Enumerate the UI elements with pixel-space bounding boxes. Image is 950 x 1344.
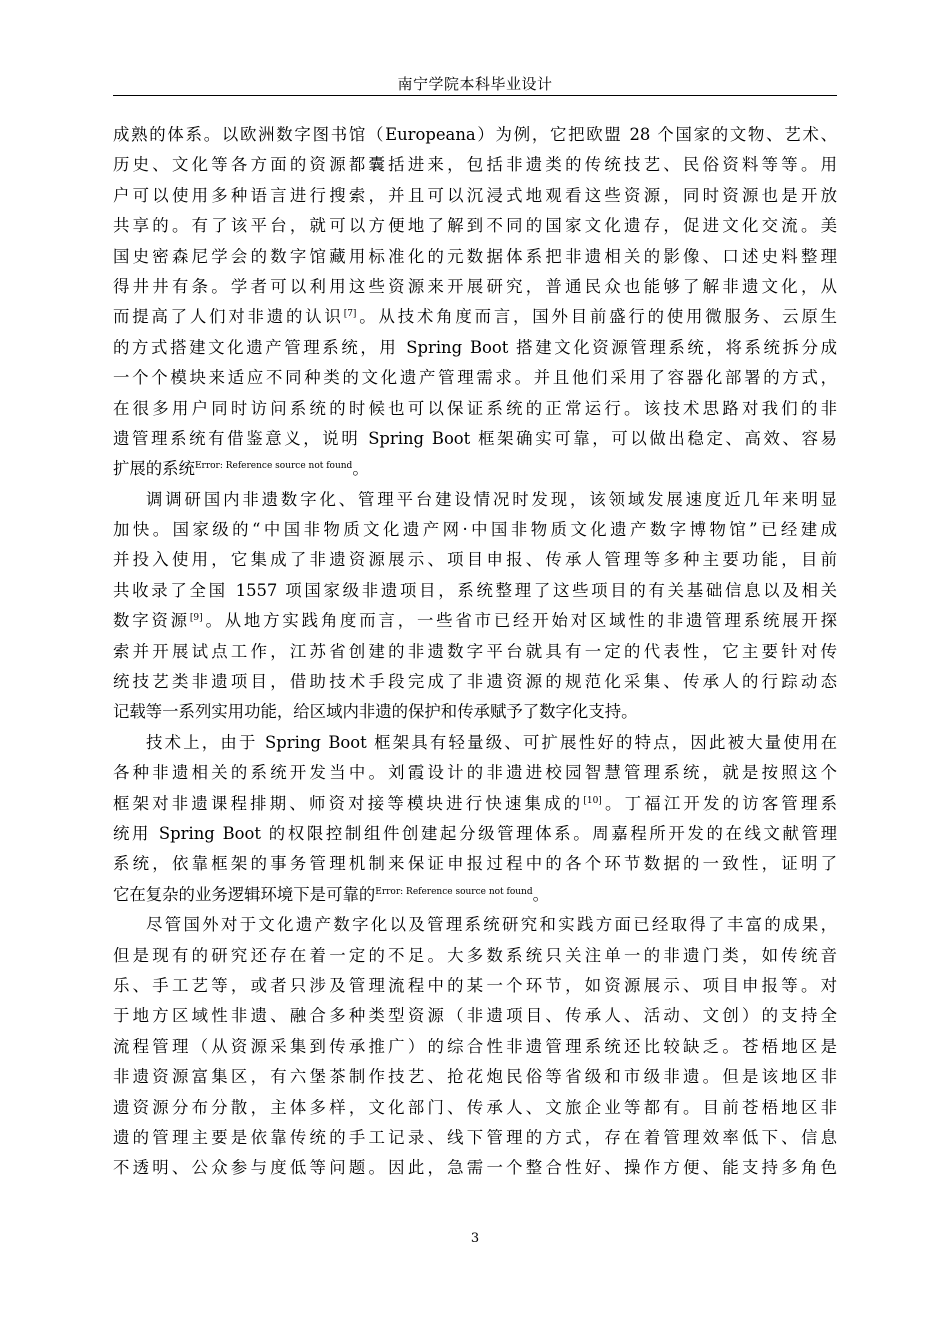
text-line: 调调研国内非遗数字化、管理平台建设情况时发现，该领域发展速度近几年来明显 (146, 489, 837, 509)
citation-marker: [7] (343, 309, 357, 320)
text-line: 在很多用户同时访问系统的时候也可以保证系统的正常运行。该技术思路对我们的非 (113, 398, 837, 418)
text-line: 成熟的体系。以欧洲数字图书馆（Europeana）为例，它把欧盟 28 个国家的文物、艺术、 (113, 125, 837, 144)
text-line: 但是现有的研究还存在着一定的不足。大多数系统只关注单一的非遗门类，如传统音 (113, 945, 837, 965)
citation-marker: [9] (189, 613, 203, 624)
text-segment: 它在复杂的业务逻辑环境下是可靠的 (113, 884, 376, 904)
reference-error-marker: Error: Reference source not found (194, 461, 353, 472)
text-line: 系统，依靠框架的事务管理机制来保证申报过程中的各个环节数据的一致性，证明了 (113, 854, 837, 874)
text-line: 遗管理系统有借鉴意义，说明 Spring Boot 框架确实可靠，可以做出稳定、高效、容易 (113, 428, 837, 448)
text-segment: 。从地方实践角度而言，一些省市已经开始对区域性的非遗管理系统展开探 (202, 611, 838, 631)
text-line (113, 880, 837, 910)
text-line: 流程管理（从资源采集到传承推广）的综合性非遗管理系统还比较缺乏。苍梧地区是 (113, 1036, 837, 1056)
text-line: 户可以使用多种语言进行搜索，并且可以沉浸式地观看这些资源，同时资源也是开放 (113, 185, 837, 205)
text-segment: 而提高了人们对非遗的认识 (113, 307, 344, 327)
text-line: 技术上，由于 Spring Boot 框架具有轻量级、可扩展性好的特点，因此被大量使用在 (146, 732, 837, 752)
text-line: 不透明、公众参与度低等问题。因此，急需一个整合性好、操作方便、能支持多角色 (113, 1158, 837, 1178)
text-line: 非遗资源富集区，有六堡茶制作技艺、抢花炮民俗等省级和市级非遗。但是该地区非 (113, 1067, 837, 1087)
text-line: 乐、手工艺等，或者只涉及管理流程中的某一个环节，如资源展示、项目申报等。对 (113, 975, 837, 995)
citation-marker: [10] (583, 795, 602, 806)
text-line: 遗资源分布分散，主体多样，文化部门、传承人、文旅企业等都有。目前苍梧地区非 (113, 1097, 837, 1117)
body-text (113, 120, 837, 1184)
text-line: 得井井有条。学者可以利用这些资源来开展研究，普通民众也能够了解非遗文化，从 (113, 276, 837, 296)
text-line: 统技艺类非遗项目，借助技术手段完成了非遗资源的规范化采集、传承人的行踪动态 (113, 672, 837, 692)
text-line: 共收录了全国 1557 项国家级非遗项目，系统整理了这些项目的有关基础信息以及相关 (113, 580, 837, 600)
text-segment: 扩展的系统 (113, 459, 195, 479)
text-line: 的方式搭建文化遗产管理系统，用 Spring Boot 搭建文化资源管理系统，将系统拆分成 (113, 337, 837, 357)
text-line (113, 302, 837, 332)
text-segment: 。从技术角度而言，国外目前盛行的使用微服务、云原生 (356, 307, 838, 327)
header-divider (113, 95, 837, 96)
text-line: 并投入使用，它集成了非遗资源展示、项目申报、传承人管理等多种主要功能，目前 (113, 550, 837, 570)
text-line: 历史、文化等各方面的资源都囊括进来，包括非遗类的传统技艺、民俗资料等等。用 (113, 155, 837, 175)
text-line: 各种非遗相关的系统开发当中。刘霞设计的非遗进校园智慧管理系统，就是按照这个 (113, 763, 837, 783)
text-line: 遗的管理主要是依靠传统的手工记录、线下管理的方式，存在着管理效率低下、信息 (113, 1127, 837, 1147)
text-segment: 。 (532, 884, 549, 904)
reference-error-marker: Error: Reference source not found (375, 886, 533, 897)
text-segment: 。丁福江开发的访客管理系 (601, 793, 837, 813)
text-segment: 数字资源 (113, 611, 190, 631)
text-line (113, 606, 837, 636)
text-line (113, 789, 837, 819)
page-header-title: 南宁学院本科毕业设计 (397, 75, 553, 93)
text-line: 统用 Spring Boot 的权限控制组件创建起分级管理体系。周嘉程所开发的在线文献管理 (113, 823, 837, 843)
text-line: 记载等一系列实用功能，给区域内非遗的保护和传承赋予了数字化支持。 (113, 702, 638, 722)
text-line: 共享的。有了该平台，就可以方便地了解到不同的国家文化遗存，促进文化交流。美 (113, 216, 837, 236)
text-line: 于地方区域性非遗、融合多种类型资源（非遗项目、传承人、活动、文创）的支持全 (113, 1006, 837, 1026)
page-number: 3 (470, 1231, 480, 1246)
text-line: 一个个模块来适应不同种类的文化遗产管理需求。并且他们采用了容器化部署的方式， (113, 368, 837, 388)
text-line: 索并开展试点工作，江苏省创建的非遗数字平台就具有一定的代表性，它主要针对传 (113, 641, 837, 661)
text-segment: 。 (352, 459, 369, 479)
text-line: 加快。国家级的“中国非物质文化遗产网·中国非物质文化遗产数字博物馆”已经建成 (113, 520, 837, 540)
text-line: 国史密森尼学会的数字馆藏用标准化的元数据体系把非遗相关的影像、口述史料整理 (113, 246, 837, 266)
text-line (113, 454, 837, 484)
text-line: 尽管国外对于文化遗产数字化以及管理系统研究和实践方面已经取得了丰富的成果， (146, 915, 837, 935)
text-segment: 框架对非遗课程排期、师资对接等模块进行快速集成的 (113, 793, 584, 813)
